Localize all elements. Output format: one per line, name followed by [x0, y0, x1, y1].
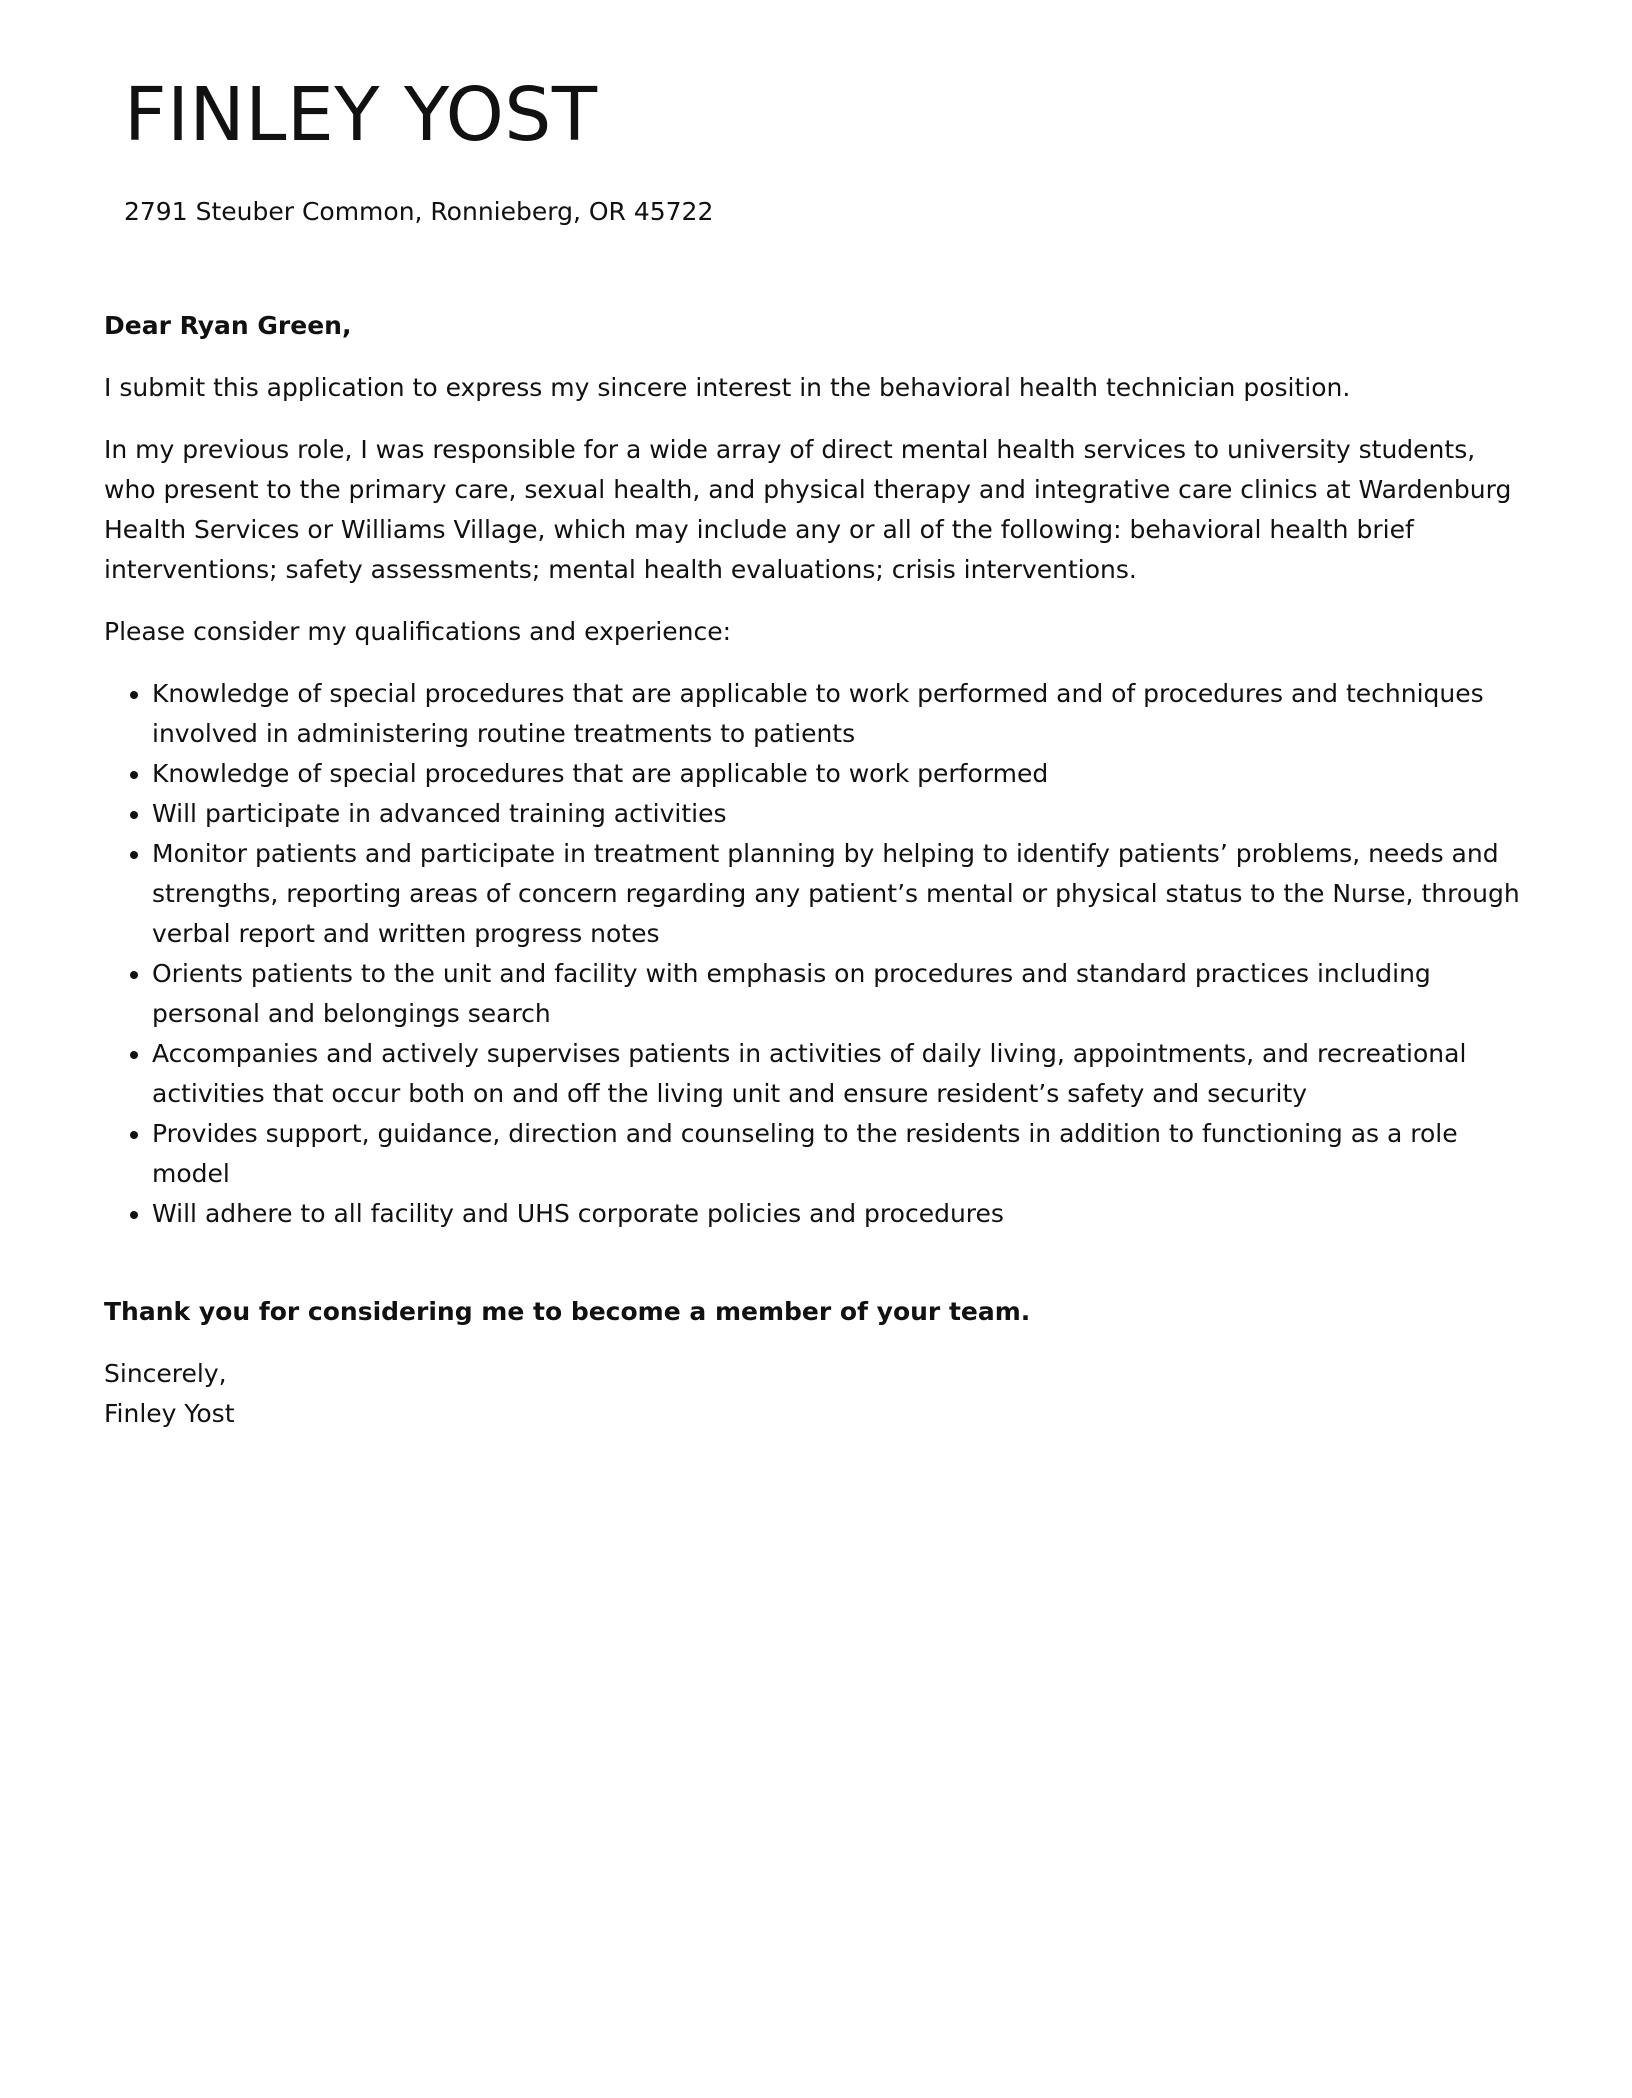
qualifications-intro: Please consider my qualifications and experience:	[104, 617, 732, 646]
list-item: • Monitor patients and participate in treatment planning by helping to identify patients’ problems, needs and strengths, reporting areas of concern regarding any patient’s mental or physical status to the Nurse, through verbal report and written progress notes	[152, 834, 1524, 954]
salutation: Dear Ryan Green,	[104, 311, 352, 340]
signoff-block	[104, 1354, 1524, 1434]
list-item: • Accompanies and actively supervises patients in activities of daily living, appointments, and recreational activities that occur both on and off the living unit and ensure resident’s safety and security	[152, 1034, 1524, 1114]
intro-paragraph: I submit this application to express my sincere interest in the behavioral health technician position.	[104, 373, 1351, 402]
list-item: • Knowledge of special procedures that are applicable to work performed and of procedures and techniques involved in administering routine treatments to patients	[152, 674, 1524, 754]
experience-paragraph: In my previous role, I was responsible for a wide array of direct mental health services to university students, who present to the primary care, sexual health, and physical therapy and integrative care clinics at Wardenburg Health Services or Williams Village, which may include any or all of the following: behavioral health brief interventions; safety assessments; mental health evaluations; crisis interventions.	[104, 435, 1512, 584]
list-item: • Knowledge of special procedures that are applicable to work performed	[152, 754, 1524, 794]
list-item: • Orients patients to the unit and facility with emphasis on procedures and standard practices including personal and belongings search	[152, 954, 1524, 1034]
list-item: • Will adhere to all facility and UHS corporate policies and procedures	[152, 1194, 1524, 1234]
list-item: • Will participate in advanced training activities	[152, 794, 1524, 834]
qualifications-list	[104, 674, 1524, 1234]
applicant-name: FINLEY YOST	[124, 72, 598, 158]
signoff-text: Sincerely,	[104, 1359, 227, 1388]
signature-name: Finley Yost	[104, 1399, 235, 1428]
list-item: • Provides support, guidance, direction and counseling to the residents in addition to functioning as a role model	[152, 1114, 1524, 1194]
closing-statement: Thank you for considering me to become a member of your team.	[104, 1297, 1031, 1326]
letter-header	[124, 70, 1504, 228]
letter-body	[104, 306, 1524, 1434]
applicant-address: 2791 Steuber Common, Ronnieberg, OR 45722	[124, 197, 714, 226]
